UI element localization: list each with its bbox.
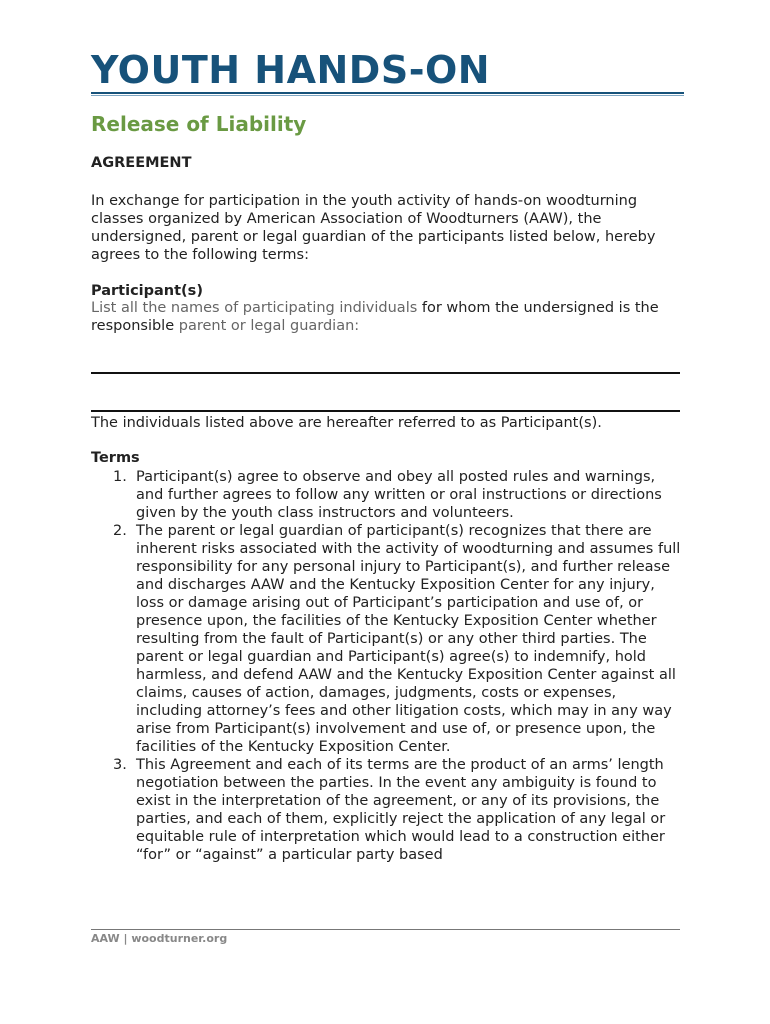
term-item — [91, 522, 681, 756]
terms-heading: Terms — [91, 450, 140, 466]
instructions-part-3: parent or legal guardian: — [178, 318, 360, 334]
term-text: Participant(s) agree to observe and obey all posted rules and warnings, and further agrees to follow any written or oral instructions or directions given by the youth class instructors and volunteers. — [136, 469, 662, 521]
term-text: This Agreement and each of its terms are the product of an arms’ length negotiation between the parties. In the event any ambiguity is found to exist in the interpretation of the agreement, or any of its provisions, the parties, and each of them, explicitly reject the application of any legal or equitable rule of interpretation which would lead to a construction either “for” or “against” a particular party based — [136, 757, 666, 863]
term-item — [91, 756, 681, 864]
footer-rule — [91, 929, 680, 930]
page-footer: AAW | woodturner.org — [91, 932, 228, 945]
participants-note: The individuals listed above are hereafter referred to as Participant(s). — [91, 415, 602, 431]
participant-name-line-1[interactable] — [91, 372, 680, 374]
participants-heading: Participant(s) — [91, 283, 203, 299]
agreement-intro: In exchange for participation in the youth activity of hands-on woodturning classes organized by American Association of Woodturners (AAW), the undersigned, parent or legal guardian of the participants listed below, hereby agrees to the following terms: — [91, 193, 656, 263]
term-number: 2. — [113, 523, 127, 539]
page-subtitle: Release of Liability — [91, 112, 307, 136]
instructions-part-1: List all the names of participating individuals — [91, 300, 418, 316]
term-number: 3. — [113, 757, 127, 773]
participants-instructions — [91, 299, 681, 335]
term-number: 1. — [113, 469, 127, 485]
term-text: The parent or legal guardian of participant(s) recognizes that there are inherent risks associated with the activity of woodturning and assumes full responsibility for any personal injury to Participant(s), and further release and discharges AAW and the Kentucky Exposition Center for any injury, loss or damage arising out of Participant’s participation and use of, or presence upon, the facilities of the Kentucky Exposition Center whether resulting from the fault of Participant(s) or any other third parties. The parent or legal guardian and Participant(s) agree(s) to indemnify, hold harmless, and defend AAW and the Kentucky Exposition Center against all claims, causes of action, damages, judgments, costs or expenses, including attorney’s fees and other litigation costs, which may in any way arise from Participant(s) involvement and use of, or presence upon, the facilities of the Kentucky Exposition Center. — [136, 523, 681, 755]
agreement-heading: AGREEMENT — [91, 155, 192, 171]
title-rule-thin — [91, 95, 684, 96]
participant-name-line-2[interactable] — [91, 410, 680, 412]
instructions-part-2: for whom the undersigned is the responsible — [91, 300, 659, 334]
term-item — [91, 468, 681, 522]
title-rule — [91, 92, 684, 94]
terms-list — [91, 468, 681, 864]
page-title: YOUTH HANDS-ON — [91, 48, 491, 92]
